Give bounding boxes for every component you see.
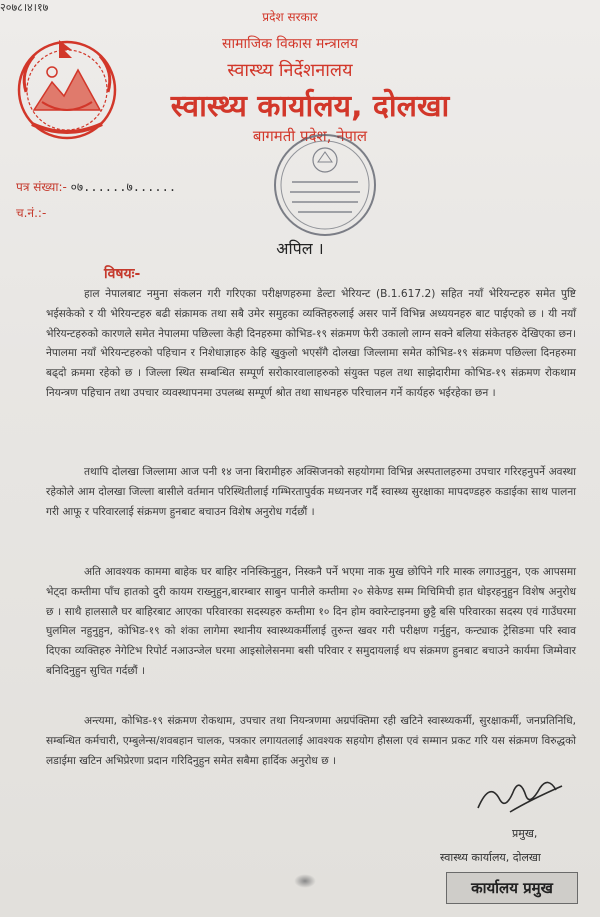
office-name: स्वास्थ्य कार्यालय, दोलखा — [170, 89, 450, 124]
office-seal-stamp — [270, 130, 380, 240]
letter-date: २०७८।४।१७ — [0, 1, 49, 14]
ministry-line: सामाजिक विकास मन्त्रालय — [222, 36, 358, 52]
location-line: बागमती प्रदेश, नेपाल — [252, 127, 368, 145]
reference-value: ०७......७...... — [70, 180, 177, 194]
directorate-line: स्वास्थ्य निर्देशनालय — [227, 60, 353, 81]
ink-smudge — [294, 874, 316, 888]
body-paragraph-4: अन्त्यमा, कोभिड-१९ संक्रमण रोकथाम, उपचार तथा नियन्त्रणमा अग्रपंक्तिमा रही खटिने स्वास्थ्यकर्मी, सुरक्षाकर्मी, जनप्रतिनिधि, सम्बन्धित कर्मचारी, एम्बुलेन्स/शवबहान चालक, पत्रकार लगायतलाई आवश्यक सहयोग हौसला एवं सम्मान प्रकट गरि यस संक्रमण विरुद्धको लडाईमा खटिन अभिप्रेरणा प्रदान गरिदिनुहुन समेत सबैमा हार्दिक अनुरोध छ । — [46, 715, 576, 767]
body-paragraph-3: अति आवश्यक काममा बाहेक घर बाहिर ननिस्किनुहुन, निस्कनै पर्ने भएमा नाक मुख छोपिने गरि मास्क लगाउनुहुन, एक आपसमा भेट्दा कम्तीमा पाँच हातको दुरी कायम राख्नुहुन,बारम्बार साबुन पानीले कम्तीमा २० सेकेण्ड सम्म मिचिमिची हात धोइरहनुहुन विशेष अनुरोध छ । साथै हालसालै घर बाहिरबाट आएका परिवारका सदस्यहरु कम्तीमा १० दिन होम क्वारेन्टाइनमा छुट्टै बसि परिवारका सदस्य एवं गाउँघरमा घुलमिल नहुनुहुन, कोभिड-१९ को शंका लागेमा स्थानीय स्वास्थ्यकर्मीलाई तुरुन्त खवर गरी परीक्षण गर्नुहुन, कन्ट्याक ट्रेसिङमा परि स्वाव दिएका व्यक्तिहरु नेगेटिभ रिपोर्ट नआउन्जेल घरमा आइसोलेसनमा बसी परिवार र समुदायलाई थप संक्रमण हुनबाट बचाउने कार्यमा जिम्मेवार बनिदिनुहुन सुचित गर्दछौं । — [46, 566, 576, 677]
handwritten-signature — [470, 770, 570, 820]
body-paragraph-1: हाल नेपालबाट नमुना संकलन गरी गरिएका परीक्षणहरुमा डेल्टा भेरियन्ट (B.1.617.2) सहित नयाँ भेरियन्टहरु समेत पुष्टि भईसकेको र यी भेरियन्टहरु बढी संक्रामक तथा सबै उमेर समुहका व्यक्तिहरुलाई असर पार्ने विभिन्न अध्ययनहरु बाट पाईएको छ । यी नयाँ भेरियन्टहरुको कारणले समेत नेपालमा पछिल्ला केही दिनहरुमा कोभिड-१९ संक्रमण फेरी उकालो लाग्न सक्ने बलिया संकेतहरु देखिएका छन। नेपालमा नयाँ भेरियन्टहरुको पहिचान र निशेधाज्ञाहरु केहि खुकुलो भएसँगै दोलखा जिल्लामा समेत कोभिड-१९ संक्रमण पछिल्ला दिनहरुमा बढ्दो क्रममा रहेको छ । जिल्ला स्थित सम्बन्धित सम्पूर्ण सरोकारवालाहरुको संयुक्त पहल तथा साझेदारीमा कोभिड-१९ संक्रमण रोकथाम नियन्त्रण पहिचान तथा उपचार व्यवस्थापनमा उपलब्ध सम्पूर्ण श्रोत तथा साधनहरु परिचालन गर्ने कार्यहरु भईरहेका छन । — [46, 288, 576, 399]
letter-title: अपिल । — [276, 239, 324, 258]
body-paragraph-2: तथापि दोलखा जिल्लामा आज पनी १४ जना बिरामीहरु अक्सिजनको सहयोगमा विभिन्न अस्पतालहरुमा उपचार गरिरहनुपर्ने अवस्था रहेकोले आम दोलखा जिल्ला बासीले वर्तमान परिस्थितीलाई गम्भिरतापुर्वक मध्यनजर गर्दै स्वास्थ्य सुरक्षाका मापदण्डहरु कडाईका साथ पालना गरी आफू र परिवारलाई संक्रमण हुनबाट बचाउन विशेष अनुरोध गर्दछौं । — [46, 466, 576, 518]
government-line: प्रदेश सरकार — [262, 10, 318, 24]
subject-label: विषयः- — [104, 266, 141, 282]
signer-office: स्वास्थ्य कार्यालय, दोलखा — [440, 851, 541, 864]
reference-label: पत्र संख्या:- — [16, 180, 67, 194]
reference-number — [16, 178, 176, 195]
chief-stamp: कार्यालय प्रमुख — [446, 872, 578, 904]
signer-title: प्रमुख, — [512, 827, 538, 840]
dispatch-number-label: च.नं.:- — [16, 206, 47, 220]
